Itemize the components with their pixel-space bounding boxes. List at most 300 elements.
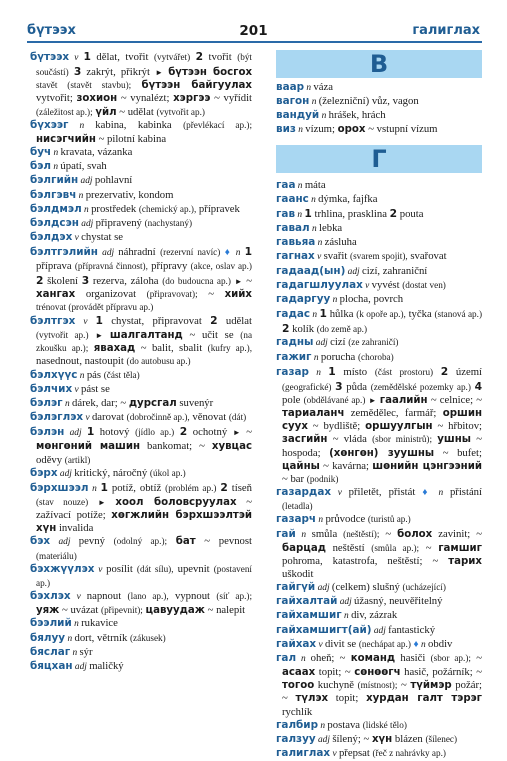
part-of-speech: n	[81, 204, 92, 215]
usage-note: (dát)	[228, 412, 247, 423]
usage-note: (zemědělské pozemky ap.)	[370, 381, 471, 392]
left-column	[30, 50, 252, 674]
part-of-speech: adj	[57, 468, 75, 479]
part-of-speech: n	[76, 190, 86, 201]
section-g-entries	[276, 179, 482, 761]
translation-text: ~ pevnost	[195, 535, 253, 548]
headword: ваар	[276, 81, 305, 93]
translation-text: napnout	[86, 590, 128, 603]
headword: гадагшлуулах	[276, 278, 363, 291]
headword: галиглах	[276, 747, 331, 760]
translation-text: ~ celnice; ~	[427, 393, 483, 406]
part-of-speech: n	[308, 194, 319, 205]
usage-note: (neštěstí);	[343, 528, 380, 539]
headword: бэрхшээл	[30, 481, 89, 494]
part-of-speech: n	[65, 633, 75, 644]
usage-note: (připevnit);	[101, 605, 143, 616]
translation-text: ~ zažívací potíže;	[36, 496, 252, 522]
phrase-marker-icon: ►	[234, 276, 243, 286]
headword: гажиг	[276, 350, 312, 363]
translation-text: zavinit; ~	[432, 527, 482, 540]
usage-note: trénovat (provádět přípravu ap.)	[36, 301, 154, 312]
translation-text: postava	[327, 718, 363, 731]
translation-text: hasiči	[395, 651, 431, 664]
translation-text: přípravek	[196, 202, 240, 215]
translation-text: chystat, připravovat	[102, 314, 211, 327]
usage-note: (rezervní navíc)	[160, 247, 221, 258]
letter-section-v: В	[276, 50, 482, 78]
translation-text	[88, 496, 98, 508]
translation-text: zemědělec, farmář;	[344, 407, 443, 420]
dictionary-entry	[30, 203, 252, 217]
headword: бэлдсэн	[30, 216, 79, 229]
usage-note: (obdělávané ap.)	[303, 394, 366, 405]
diamond-icon: ♦	[224, 247, 232, 259]
sense-number: 3	[73, 65, 82, 79]
part-of-speech: adj	[72, 661, 90, 672]
dictionary-entry	[276, 109, 482, 123]
translation-text: pást se	[81, 382, 110, 395]
dictionary-entry	[30, 411, 252, 425]
part-of-speech: v	[314, 252, 324, 263]
headword: бэлтгэх	[30, 314, 76, 327]
part-of-speech: n	[309, 97, 319, 108]
translation-text: cizí	[330, 336, 349, 349]
dictionary-entry	[30, 231, 252, 245]
part-of-speech: n	[231, 248, 245, 259]
phrase: хэргээ	[173, 93, 211, 105]
headword: бялуу	[30, 631, 66, 644]
part-of-speech: v	[94, 564, 107, 575]
part-of-speech: n	[51, 148, 61, 159]
phrase-marker-icon: ►	[95, 331, 104, 341]
phrase: хүн	[371, 733, 393, 745]
dictionary-entry	[276, 95, 482, 109]
part-of-speech: n	[341, 611, 352, 622]
dictionary-entry	[276, 747, 482, 761]
sense-number: 1	[244, 245, 253, 259]
sense-number: 1	[95, 313, 103, 327]
translation-text: organizovat	[75, 287, 147, 300]
headword: газарч	[276, 513, 317, 526]
phrase: мөнгөний машин	[36, 441, 141, 453]
part-of-speech: adj	[98, 248, 119, 259]
part-of-speech: n	[88, 483, 101, 494]
dictionary-entry	[276, 528, 482, 582]
part-of-speech: n	[318, 720, 328, 731]
part-of-speech: n	[295, 529, 312, 540]
part-of-speech: adj	[337, 597, 355, 608]
usage-note: (do budoucna ap.)	[162, 275, 231, 286]
part-of-speech: v	[72, 233, 82, 244]
headword: бэхлэх	[30, 590, 71, 603]
usage-note: (choroba)	[357, 351, 394, 362]
usage-note: (postavení ap.)	[36, 563, 252, 588]
dictionary-entry	[30, 481, 252, 536]
translation-text: školení	[43, 274, 82, 287]
translation-text: sýr	[79, 645, 93, 658]
usage-note: (část prostoru)	[374, 366, 434, 377]
translation-text: šílený; ~	[332, 732, 372, 745]
translation-text: hůlka	[326, 308, 357, 321]
translation-text	[103, 329, 110, 341]
translation-text: připravený	[95, 216, 145, 229]
usage-note: (akce, oslav ap.)	[190, 261, 252, 272]
translation-text: ~	[397, 679, 411, 692]
sense-number: 2	[440, 364, 449, 378]
dictionary-entry	[30, 425, 252, 466]
dictionary-entry	[276, 236, 482, 250]
headword: бэлхүүс	[30, 368, 78, 381]
part-of-speech: adj	[345, 266, 362, 277]
translation-text: máta	[304, 178, 326, 191]
dictionary-entry	[30, 189, 252, 203]
dictionary-entry	[30, 174, 252, 188]
headword: бэл	[30, 160, 52, 173]
translation-text: úpatí, svah	[60, 160, 107, 173]
sense-number: 4	[474, 379, 483, 393]
phrase: хоол боловсруулах	[115, 497, 237, 508]
translation-text: ~ bar	[282, 472, 307, 485]
part-of-speech: v	[316, 639, 325, 650]
part-of-speech: adj	[313, 338, 331, 349]
phrase: хувцас	[211, 441, 252, 453]
usage-note: (úkol ap.)	[149, 467, 186, 478]
translation-text: posílit	[106, 562, 137, 575]
headword: гавал	[276, 222, 310, 235]
phrase: асаах	[282, 667, 316, 679]
running-head-right: галиглах	[412, 23, 480, 38]
translation-text: invalida	[56, 522, 94, 535]
headword: гадаргуу	[276, 292, 331, 305]
part-of-speech: v	[83, 413, 92, 424]
usage-note: (lidské tělo)	[362, 719, 407, 730]
phrase: бат	[175, 536, 196, 548]
part-of-speech: n	[316, 515, 326, 526]
headword: гал	[276, 651, 297, 664]
part-of-speech: adj	[315, 583, 332, 594]
sense-number: 2	[210, 313, 218, 327]
part-of-speech: n	[296, 653, 311, 664]
sense-number: 2	[282, 322, 290, 336]
headword: газардах	[276, 486, 332, 499]
phrase: хөгжлийн бэрхшээлтэй хүн	[36, 510, 252, 535]
headword: бэлдэх	[30, 231, 73, 244]
translation-text: rukavice	[81, 617, 118, 630]
phrase: шөнийн цэнгээний	[372, 460, 482, 472]
part-of-speech: n	[308, 367, 329, 378]
dictionary-entry	[30, 467, 252, 481]
usage-note: (problém ap.)	[165, 482, 217, 493]
dictionary-entry	[276, 719, 482, 733]
headword: бүтээх	[30, 51, 70, 63]
translation-text: příprava	[36, 260, 75, 273]
headword: бэлэг	[30, 396, 63, 409]
translation-text: cizí, zahraniční	[362, 264, 428, 277]
dictionary-entry	[30, 50, 252, 119]
sense-number: 3	[335, 379, 343, 393]
translation-text: ~ balit, sbalit	[135, 342, 208, 355]
phrase: шалгалтанд	[109, 330, 183, 342]
translation-text: blázen	[392, 732, 426, 745]
phrase: түймэр	[410, 680, 452, 692]
phrase: (хөнгөн) зуушны	[329, 447, 435, 459]
dictionary-entry	[276, 513, 482, 527]
translation-text: pouta	[397, 207, 424, 220]
translation-text: vytvořit;	[36, 92, 77, 105]
headword: гадны	[276, 336, 314, 349]
headword: гай	[276, 527, 296, 540]
dictionary-entry	[30, 146, 252, 160]
part-of-speech: n	[70, 647, 80, 658]
usage-note: (sbor ministrů);	[372, 434, 433, 445]
sense-number: 1	[328, 364, 336, 378]
usage-note: (svarem spojit),	[350, 251, 408, 262]
usage-note: (odolný ap.);	[113, 536, 168, 547]
translation-text: půda	[342, 380, 371, 393]
translation-text: dárek, dar; ~	[72, 396, 129, 409]
headword: бэлтгэлийн	[30, 246, 98, 259]
headword: бэлгийн	[30, 174, 79, 187]
dictionary-entry	[30, 160, 252, 174]
headword: гаанс	[276, 192, 309, 205]
headword: бэлэглэх	[30, 411, 84, 424]
usage-note: (síť ap.);	[216, 591, 252, 602]
usage-note: (nachystaný)	[144, 217, 193, 228]
phrase: тариаланч	[282, 408, 345, 420]
dictionary-entry	[30, 119, 252, 146]
usage-note: (připravovat);	[146, 288, 198, 299]
translation-text: vypnout	[168, 590, 217, 603]
part-of-speech: v	[362, 280, 372, 291]
translation-text: dělat, tvořit	[90, 51, 154, 63]
translation-text: ~	[379, 527, 398, 540]
phrase: тогоо	[282, 680, 315, 692]
dictionary-entry	[276, 307, 482, 336]
translation-text: kritický, náročný	[74, 466, 150, 479]
dictionary-entry	[276, 222, 482, 236]
dictionary-entry	[30, 245, 252, 314]
phrase: хийх	[224, 288, 252, 300]
translation-text: suvenýr	[176, 396, 214, 409]
usage-note: (kufry ap.),	[207, 343, 253, 354]
part-of-speech: adj	[315, 734, 333, 745]
translation-text: ~ kavárna;	[319, 459, 373, 472]
headword: бэхжүүлэх	[30, 562, 95, 575]
usage-note: (sbor ap.);	[430, 652, 471, 663]
dictionary-entry	[30, 646, 252, 660]
translation-text: (železniční) vůz, vagon	[318, 95, 419, 108]
phrase: үйл	[95, 106, 117, 118]
phrase: оршин суух	[282, 408, 482, 433]
translation-text: prostředek	[91, 202, 139, 215]
translation-text: kravata, vázanka	[60, 146, 133, 159]
phrase: бүтээн байгуулах	[141, 80, 252, 92]
usage-note: (artikl)	[64, 454, 91, 465]
dictionary-entry	[276, 581, 482, 595]
translation-text: pole	[282, 393, 304, 406]
part-of-speech: v	[70, 592, 87, 603]
headword: бүхээг	[30, 118, 69, 131]
headword: бяцхан	[30, 659, 73, 672]
translation-text: pevný	[78, 535, 114, 548]
translation-text: (celkem) slušný	[331, 581, 403, 594]
usage-note: (nechápat ap.)	[358, 638, 411, 649]
translation-text: přepsat	[338, 747, 373, 760]
headword: бэлгэвч	[30, 188, 77, 201]
phrase-marker-icon: ►	[368, 395, 377, 405]
usage-note: (dobročinně ap.),	[126, 412, 190, 423]
letter-section-g: Г	[276, 145, 482, 173]
translation-text: obdiv	[428, 637, 453, 650]
dictionary-entry	[276, 81, 482, 95]
phrase: уяж	[36, 605, 60, 617]
translation-text: ~ učit se	[182, 329, 241, 342]
part-of-speech: adj	[78, 218, 96, 229]
part-of-speech: n	[295, 125, 306, 136]
sense-number: 2	[389, 206, 398, 220]
translation-text	[131, 79, 141, 91]
headword: бээлий	[30, 617, 72, 630]
translation-text: potíž, obtíž	[107, 481, 166, 494]
part-of-speech: n	[319, 111, 329, 122]
dictionary-entry	[276, 652, 482, 719]
translation-text: maličký	[89, 659, 124, 672]
usage-note: (materiálu)	[36, 550, 77, 561]
headword: вагон	[276, 95, 310, 108]
translation-text: přistání	[449, 486, 482, 499]
translation-text: dort, větrník	[74, 631, 130, 644]
headword: буч	[30, 146, 52, 159]
translation-text: pohlavní	[94, 174, 133, 187]
translation-text: ~ vstupní vízum	[365, 123, 438, 136]
usage-note: (část těla)	[103, 369, 140, 380]
translation-text: rezerva, záloha	[89, 274, 163, 287]
translation-text: bankomat; ~	[140, 440, 212, 453]
phrase-marker-icon: ►	[155, 68, 164, 78]
phrase-marker-icon: ►	[97, 498, 106, 507]
dictionary-entry	[276, 733, 482, 747]
phrase: сөнөөгч	[354, 667, 401, 679]
phrase: дурсгал	[128, 397, 177, 409]
usage-note: (řeč z nahrávky ap.)	[372, 748, 446, 759]
translation-text: rychlík	[282, 705, 313, 718]
phrase: түлэх	[295, 693, 329, 705]
usage-note: (smůla ap.);	[371, 542, 420, 553]
headword: гадас	[276, 308, 311, 321]
translation-text: ~	[242, 274, 252, 287]
usage-note: (geografické)	[282, 381, 332, 392]
sense-number: 1	[86, 425, 95, 439]
part-of-speech: n	[71, 619, 82, 630]
translation-text	[167, 535, 176, 547]
translation-text: hasič, požárník; ~	[400, 666, 482, 679]
dictionary-entry	[276, 609, 482, 623]
part-of-speech: n	[330, 294, 340, 305]
part-of-speech: adj	[64, 428, 87, 439]
translation-text: tíseň	[227, 481, 252, 494]
translation-text: svařit	[323, 250, 351, 263]
phrase: нисэгчийн	[36, 133, 96, 145]
translation-text: chystat se	[81, 231, 123, 244]
dictionary-entry	[276, 351, 482, 365]
translation-text: ~ bufet;	[434, 446, 482, 459]
part-of-speech: adj	[50, 537, 79, 548]
translation-text: plocha, povrch	[339, 292, 404, 305]
usage-note: (letadla)	[282, 501, 313, 512]
usage-note: (převlékací ap.);	[183, 119, 252, 130]
sense-number: 2	[195, 50, 204, 63]
phrase: орох	[337, 124, 366, 136]
dictionary-entry	[30, 314, 252, 369]
translation-text	[106, 496, 116, 508]
translation-text: ~ bydliště;	[307, 420, 366, 433]
headword: гадаад(ын)	[276, 264, 346, 277]
translation-text: vyvést	[371, 278, 403, 291]
translation-text: místo	[335, 365, 375, 378]
phrase: хурдан галт тэрэг	[366, 693, 482, 705]
dictionary-entry	[276, 486, 482, 513]
translation-text: svařovat	[407, 250, 447, 263]
sense-number: 1	[319, 307, 327, 321]
sense-number: 2	[220, 480, 228, 494]
translation-text: upevnit	[173, 562, 214, 575]
headword: гавьяа	[276, 236, 316, 249]
dictionary-entry	[276, 624, 482, 638]
translation-text: oděvy	[36, 453, 65, 466]
phrase: команд	[350, 652, 396, 664]
usage-note: stavět (stavět stavbu);	[36, 80, 132, 91]
part-of-speech: n	[77, 370, 87, 381]
dictionary-entry	[276, 123, 482, 137]
running-head-left: бүтээх	[27, 23, 76, 38]
usage-note: (vytvářet)	[153, 52, 191, 62]
phrase: тарих	[448, 555, 482, 567]
sense-number: 1	[304, 206, 312, 220]
translation-text: uškodit	[282, 568, 314, 580]
dictionary-entry	[30, 617, 252, 631]
usage-note: (přípravná činnost),	[74, 261, 148, 272]
translation-text: hotový	[94, 426, 136, 439]
translation-text: kuchyně	[314, 679, 358, 692]
part-of-speech: v	[72, 384, 82, 395]
usage-note: (chemický ap.),	[138, 203, 197, 214]
translation-text: úžasný, neuvěřitelný	[354, 595, 443, 608]
dictionary-entry	[276, 638, 482, 652]
right-column	[276, 50, 482, 761]
page-header	[0, 0, 507, 44]
usage-note: (šílenec)	[425, 733, 458, 744]
headword: бэлэн	[30, 426, 65, 439]
part-of-speech: n	[418, 639, 429, 650]
sense-number: 3	[81, 273, 90, 287]
part-of-speech: n	[51, 162, 61, 173]
diamond-icon: ♦	[413, 638, 419, 650]
part-of-speech: v	[331, 488, 349, 499]
translation-text: zásluha	[324, 236, 357, 249]
dictionary-entry	[30, 369, 252, 383]
usage-note: (turistů ap.)	[367, 514, 411, 525]
translation-text: ~	[470, 651, 482, 664]
dictionary-entry	[276, 179, 482, 193]
translation-text: ~	[419, 541, 439, 554]
sense-number: 1	[83, 50, 91, 63]
headword: гайхамшиг	[276, 609, 342, 622]
dictionary-entry	[276, 365, 482, 486]
translation-text: trhlina, prasklina	[311, 207, 390, 220]
translation-text: kabina, kabinka	[95, 118, 184, 131]
part-of-speech: n	[309, 224, 320, 235]
